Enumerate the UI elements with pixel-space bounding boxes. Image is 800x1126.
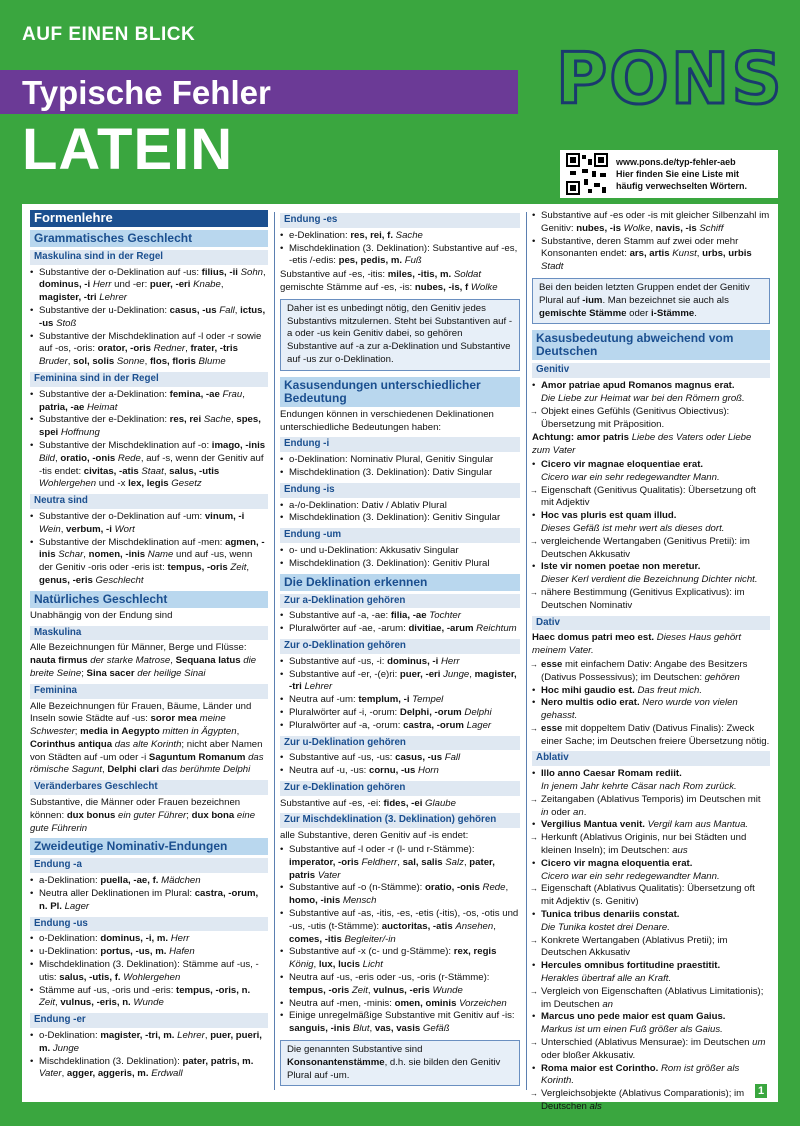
- column-deklination: Endung -es • e-Deklination: res, rei, f. Sache • Mischdeklination (3. Deklination): Substantive auf -es, -etis /-edis: pes, pedis, m. Fuß Substantive auf -es, -itis: miles, -itis, m. Soldat gemischte Stämme auf -es, -is: nubes, -is, f Wolke Daher ist es unbedingt nötig, den Genitiv jedes Substantivs mitzulernen. Steht bei Substantiven auf -a oder -us kein Genitiv dabei, so gehören Substantive auf -a zur a-Deklination und Substantive auf -us zur o-Deklination. Kasusendungen unterschiedlicher Bedeutung Endungen können in verschiedenen Deklinationen unterschiedliche Bedeutungen haben: Endung -i • o-Deklination: Nominativ Plural, Genitiv Singular • Mischdeklination (3. Deklination): Dativ Singular Endung -is • a-/o-Deklination: Dativ / Ablativ Plural • Mischdeklination (3. Deklination): Genitiv Singular Endung -um • o- und u-Deklination: Akkusativ Singular • Mischdeklination (3. Deklination): Genitiv Plural Die Deklination erkennen Zur a-Deklination gehören • Substantive auf -a, -ae: filia, -ae Tochter • Pluralwörter auf -ae, -arum: divitiae, -arum Reichtum Zur o-Deklination gehören • Substantive auf -us, -i: dominus, -i Herr • Substantive auf -er, -(e)ri: puer, -eri Junge, magister, -tri Lehrer • Neutra auf -um: templum, -i Tempel • Pluralwörter auf -i, -orum: Delphi, -orum Delphi • Pluralwörter auf -a, -orum: castra, -orum Lager Zur u-Deklination gehören • Substantive auf -us, -us: casus, -us Fall • Neutra auf -u, -us: cornu, -us Horn Zur e-Deklination gehören Substantive auf -es, -ei: fides, -ei Glaube Zur Mischdeklination (3. Deklination) gehören alle Substantive, deren Genitiv auf -is endet: • Substantive auf -l oder -r (l- und r-Stämme): imperator, -oris Feldherr, sal, salis Salz, pater, patris Vater • Substantive auf -o (n-Stämme): oratio, -onis Rede, homo, -inis Mensch • Substantive auf -as, -itis, -es, -etis (-itis), -os, -otis und -us, -utis (t-Stämme): auctoritas, -atis Ansehen, comes, -itis Begleiter/-in • Substantive auf -x (c- und g-Stämme): rex, regis König, lux, lucis Licht • Neutra auf -us, -eris oder -us, -oris (r-Stämme): tempus, -oris Zeit, vulnus, -eris Wunde • Neutra auf -men, -minis: omen, ominis Vorzeichen • Einige unregelmäßige Substantive mit Genitiv auf -is: sanguis, -inis Blut, vas, vasis Gefäß Die genannten Substantive sind Konsonantenstämme, d.h. sie bilden den Genitiv Plural auf -um.: [280, 210, 520, 1092]
- sub-feminina-regel: Feminina sind in der Regel: [30, 372, 268, 387]
- info-box-ium: Bei den beiden letzten Gruppen endet der Genitiv Plural auf -ium. Man bezeichnet sie auch als gemischte Stämme oder i-Stämme.: [532, 278, 770, 324]
- subtitle: Typische Fehler: [22, 74, 271, 111]
- pons-logo: [556, 38, 784, 120]
- section-kasusbedeutung: Kasusbedeutung abweichend vom Deutschen: [532, 330, 770, 360]
- sub-feminina: Feminina: [30, 684, 268, 699]
- sub-endung-us: Endung -us: [30, 917, 268, 932]
- text-unabhaengig: Unabhängig von der Endung sind: [30, 609, 173, 621]
- list-maskulina: • Substantive der o-Deklination auf -us: filius, -ii Sohn, dominus, -i Herr und -er: puer, -eri Knabe, magister, -tri Lehrer • Substantive der u-Deklination: casus, -us Fall, ictus, -us Stoß • Substantive der Mischdeklination auf -l oder -r sowie auf -os, -oris: orator, -oris Redner, frater, -tris Bruder, sol, solis Sonne, flos, floris Blume: [30, 267, 268, 369]
- sub-endung-es: Endung -es: [280, 213, 520, 228]
- sub-maskulina: Maskulina: [30, 626, 268, 641]
- subtitle-bar: [0, 70, 518, 114]
- column-divider: [526, 212, 527, 1090]
- sub-endung-i: Endung -i: [280, 437, 520, 452]
- sub-zur-misch: Zur Mischdeklination (3. Deklination) gehören: [280, 813, 520, 828]
- column-formenlehre: Formenlehre Grammatisches Geschlecht Maskulina sind in der Regel • Substantive der o-Deklination auf -us: filius, -ii Sohn, dominus, -i Herr und -er: puer, -eri Knabe, magister, -tri Lehrer • Substantive der u-Deklination: casus, -us Fall, ictus, -us Stoß • Substantive der Mischdeklination auf -l oder -r sowie auf -os, -oris: orator, -oris Redner, frater, -tris Bruder, sol, solis Sonne, flos, floris Blume Feminina sind in der Regel • Substantive der a-Deklination: femina, -ae Frau, patria, -ae Heimat • Substantive der e-Deklination: res, rei Sache, spes, spei Hoffnung • Substantive der Mischdeklination auf -o: imago, -inis Bild, oratio, -onis Rede, auf -s, wenn der Genitiv auf -tis endet: civitas, -atis Staat, salus, -utis Wohlergehen und -x lex, legis Gesetz Neutra sind • Substantive der o-Deklination auf -um: vinum, -i Wein, verbum, -i Wort • Substantive der Mischdeklination auf -men: agmen, -inis Schar, nomen, -inis Name und auf -us, wenn der Genitiv -oris oder -eris ist: tempus, -oris Zeit, genus, -eris Geschlecht Natürliches Geschlecht Unabhängig von der Endung sind Maskulina Alle Bezeichnungen für Männer, Berge und Flüsse: nauta firmus der starke Matrose, Sequana latus die breite Seine; Sina sacer der heilige Sinai Feminina Alle Bezeichnungen für Frauen, Bäume, Länder und Inseln sowie Städte auf -us: soror mea meine Schwester; media in Aegypto mitten in Ägypten, Corinthus antiqua das alte Korinth; nicht aber Namen von Städten auf -um oder -i Saguntum Romanum das römische Sagunt, Delphi clari das berühmte Delphi Veränderbares Geschlecht Substantive, die Männer oder Frauen bezeichnen können: dux bonus ein guter Führer; dux bona eine gute Führerin Zweideutige Nominativ-Endungen Endung -a • a-Deklination: puella, -ae, f. Mädchen • Neutra aller Deklinationen im Plural: castra, -orum, n. Pl. Lager Endung -us • o-Deklination: dominus, -i, m. Herr • u-Deklination: portus, -us, m. Hafen • Mischdeklination (3. Deklination): Stämme auf -us, -utis: salus, -utis, f. Wohlergehen • Stämme auf -us, -oris und -eris: tempus, -oris, n. Zeit, vulnus, -eris, n. Wunde Endung -er • o-Deklination: magister, -tri, m. Lehrer, puer, pueri, m. Junge • Mischdeklination (3. Deklination): pater, patris, m. Vater, agger, aggeris, m. Erdwall: [30, 210, 268, 1081]
- sub-neutra: Neutra sind: [30, 494, 268, 509]
- content-panel: [22, 204, 778, 1112]
- section-grammatisches-geschlecht: Grammatisches Geschlecht: [30, 230, 268, 247]
- column-kasusbedeutung: • Substantive auf -es oder -is mit gleicher Silbenzahl im Genitiv: nubes, -is Wolke, navis, -is Schiff • Substantive, deren Stamm auf zwei oder mehr Konsonanten endet: ars, artis Kunst, urbs, urbis Stadt Bei den beiden letzten Gruppen endet der Genitiv Plural auf -ium. Man bezeichnet sie auch als gemischte Stämme oder i-Stämme. Kasusbedeutung abweichend vom Deutschen Genitiv • Amor patriae apud Romanos magnus erat. Die Liebe zur Heimat war bei den Römern groß. → Objekt eines Gefühls (Genitivus Obiectivus): Übersetzung mit Präposition. Achtung: amor patris Liebe des Vaters oder Liebe zum Vater • Cicero vir magnae eloquentiae erat. Cicero war ein sehr redegewandter Mann. → Eigenschaft (Genitivus Qualitatis): Übersetzung oft mit Adjektiv • Hoc vas pluris est quam illud. Dieses Gefäß ist mehr wert als dieses dort. → vergleichende Wertangaben (Genitivus Pretii): im Deutschen Akkusativ • Iste vir nomen poetae non meretur. Dieser Kerl verdient die Bezeichnung Dichter nicht. → nähere Bestimmung (Genitivus Explicativus): im Deutschen Nominativ Dativ Haec domus patri meo est. Dieses Haus gehört meinem Vater. → esse mit einfachem Dativ: Angabe des Besitzers (Dativus Possessivus); im Deutschen: gehören • Hoc mihi gaudio est. Das freut mich. • Nero multis odio erat. Nero wurde von vielen gehasst. → esse mit doppeltem Dativ (Dativus Finalis): Zweck einer Sache; im Deutschen freiere Übersetzung nötig. Ablativ • Illo anno Caesar Romam rediit. In jenem Jahr kehrte Cäsar nach Rom zurück. → Zeitangaben (Ablativus Temporis) im Deutschen mit in oder an. • Vergilius Mantua venit. Vergil kam aus Mantua. → Herkunft (Ablativus Originis, nur bei Städten und kleinen Inseln); im Deutschen: aus • Cicero vir magna eloquentia erat. Cicero war ein sehr redegewandter Mann. → Eigenschaft (Ablativus Qualitatis): Übersetzung oft mit Adjektiv (s. Genitiv) • Tunica tribus denariis constat. Die Tunika kostet drei Denare. → Konkrete Wertangaben (Ablativus Pretii); im Deutschen Akkusativ • Hercules omnibus fortitudine praestitit. Herakles übertraf alle an Kraft. → Vergleich von Eigenschaften (Ablativus Limitationis); im Deutschen an • Marcus uno pede maior est quam Gaius. Markus ist um einen Fuß größer als Gaius. → Unterschied (Ablativus Mensurae): im Deutschen um oder bloßer Akkusativ. • Roma maior est Corintho. Rom ist größer als Korinth. → Vergleichsobjekte (Ablativus Comparationis); im Deutschen als: [532, 210, 770, 1114]
- section-zweideutige: Zweideutige Nominativ-Endungen: [30, 838, 268, 855]
- section-kasusendungen: Kasusendungen unterschiedlicher Bedeutung: [280, 377, 520, 407]
- sub-zur-e: Zur e-Deklination gehören: [280, 781, 520, 796]
- section-deklination-erkennen: Die Deklination erkennen: [280, 574, 520, 591]
- sub-zur-o: Zur o-Deklination gehören: [280, 639, 520, 654]
- sub-dativ: Dativ: [532, 616, 770, 631]
- section-natuerliches-geschlecht: Natürliches Geschlecht: [30, 591, 268, 608]
- section-formenlehre: Formenlehre: [30, 210, 268, 227]
- text-endungen: Endungen können in verschiedenen Deklinationen unterschiedliche Bedeutungen haben:: [280, 408, 494, 433]
- sub-veraenderbar: Veränderbares Geschlecht: [30, 780, 268, 795]
- column-divider: [274, 212, 275, 1090]
- qr-info-box: [560, 150, 778, 198]
- pons-logo-text: PONS: [556, 38, 784, 120]
- sub-maskulina-regel: Maskulina sind in der Regel: [30, 250, 268, 265]
- sub-endung-er: Endung -er: [30, 1013, 268, 1028]
- qr-url: www.pons.de/typ-fehler-aeb: [616, 157, 736, 167]
- page-number: 1: [754, 1083, 768, 1099]
- sub-genitiv: Genitiv: [532, 363, 770, 378]
- qr-line1: Hier finden Sie eine Liste mit: [616, 169, 740, 179]
- sub-zur-a: Zur a-Deklination gehören: [280, 594, 520, 609]
- sub-zur-u: Zur u-Deklination gehören: [280, 736, 520, 751]
- info-box-konsonanten: Die genannten Substantive sind Konsonantenstämme, d.h. sie bilden den Genitiv Plural auf -um.: [280, 1040, 520, 1086]
- sub-ablativ: Ablativ: [532, 751, 770, 766]
- list-feminina: • Substantive der a-Deklination: femina, -ae Frau, patria, -ae Heimat • Substantive der e-Deklination: res, rei Sache, spes, spei Hoffnung • Substantive der Mischdeklination auf -o: imago, -inis Bild, oratio, -onis Rede, auf -s, wenn der Genitiv auf -tis endet: civitas, -atis Staat, salus, -utis Wohlergehen und -x lex, legis Gesetz: [30, 389, 268, 491]
- page-title: LATEIN: [22, 117, 234, 182]
- info-box-genitiv: Daher ist es unbedingt nötig, den Genitiv jedes Substantivs mitzulernen. Steht bei Substantiven auf -a oder -us kein Genitiv dabei, so gehören Substantive auf -a zur a-Deklination und Substantive auf -us zur o-Deklination.: [280, 299, 520, 371]
- qr-line2: häufig verwechselten Wörtern.: [616, 181, 748, 191]
- sub-endung-is: Endung -is: [280, 483, 520, 498]
- sub-endung-a: Endung -a: [30, 858, 268, 873]
- sub-endung-um: Endung -um: [280, 528, 520, 543]
- list-neutra: • Substantive der o-Deklination auf -um: vinum, -i Wein, verbum, -i Wort • Substantive der Mischdeklination auf -men: agmen, -inis Schar, nomen, -inis Name und auf -us, wenn der Genitiv -oris oder -eris ist: tempus, -oris Zeit, genus, -eris Geschlecht: [30, 511, 268, 588]
- qr-code-icon: [566, 153, 608, 195]
- header-series-label: AUF EINEN BLICK: [22, 24, 196, 45]
